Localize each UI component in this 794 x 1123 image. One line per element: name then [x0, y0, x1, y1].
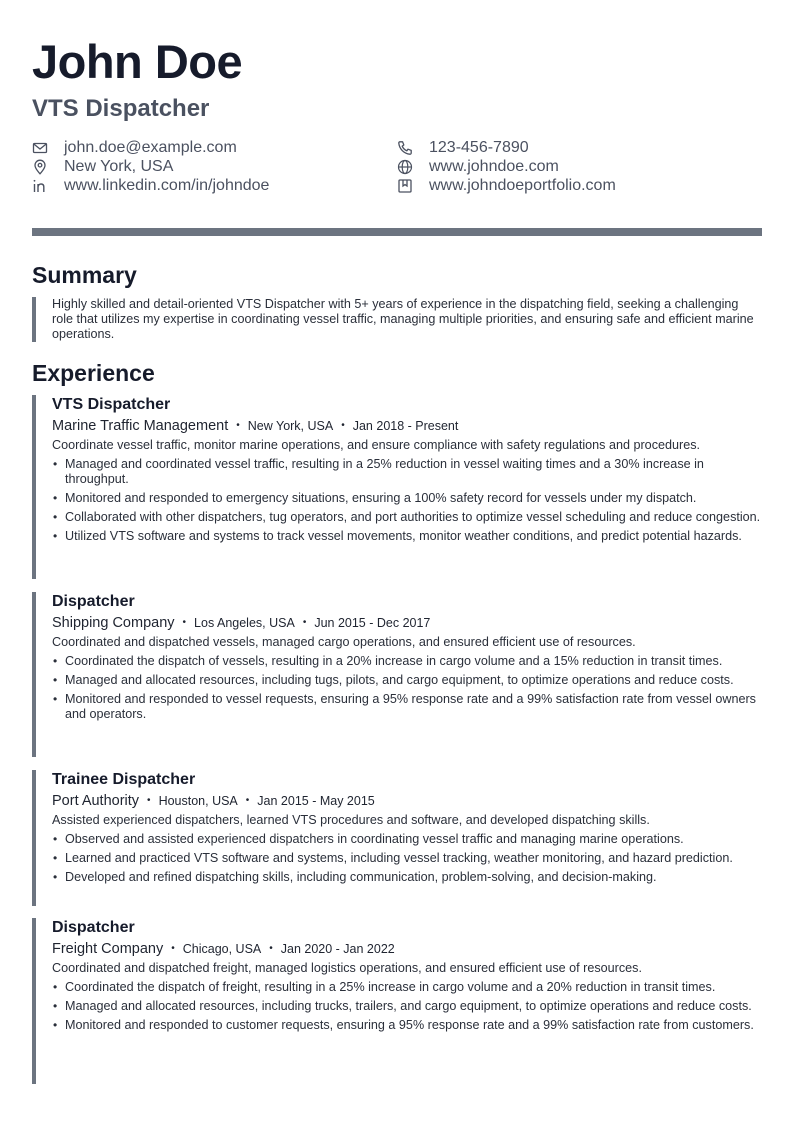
- job-dates: Jan 2020 - Jan 2022: [280, 942, 395, 956]
- job-meta: [52, 614, 762, 632]
- list-item: • Managed and coordinated vessel traffic, resulting in a 25% reduction in vessel waiting times and a 30% increase in throughput.: [52, 457, 762, 487]
- list-item: • Utilized VTS software and systems to track vessel movements, monitor weather conditions, and predict potential hazards.: [52, 529, 762, 544]
- job-location: Houston, USA: [158, 794, 238, 808]
- list-item: • Collaborated with other dispatchers, tug operators, and port authorities to optimize vessel scheduling and reduce congestion.: [52, 510, 762, 525]
- job-company: Marine Traffic Management: [52, 418, 229, 434]
- job-dates: Jan 2015 - May 2015: [257, 794, 375, 808]
- experience-entry: [32, 918, 762, 1084]
- experience-heading: Experience: [32, 360, 155, 386]
- job-meta: [52, 417, 762, 435]
- experience-entry: [32, 770, 762, 906]
- job-description: Coordinated and dispatched vessels, managed cargo operations, and ensured efficient use of resources.: [52, 635, 636, 649]
- job-achievements: [52, 832, 762, 885]
- job-dates: Jun 2015 - Dec 2017: [314, 616, 431, 630]
- job-meta: [52, 792, 762, 810]
- contact-website[interactable]: [397, 157, 559, 177]
- separator-dot: •: [341, 420, 345, 431]
- contact-location-text: New York, USA: [64, 158, 174, 175]
- phone-icon: [397, 140, 413, 156]
- contact-phone[interactable]: [397, 138, 529, 158]
- contact-portfolio-text: www.johndoeportfolio.com: [429, 177, 616, 194]
- contact-phone-text: 123-456-7890: [429, 139, 529, 156]
- job-achievements: [52, 654, 762, 722]
- globe-icon: [397, 159, 413, 175]
- map-pin-icon: [32, 159, 48, 175]
- list-item: • Managed and allocated resources, including tugs, pilots, and cargo equipment, to optimize operations and reduce costs.: [52, 673, 762, 688]
- list-item: • Managed and allocated resources, including trucks, trailers, and cargo equipment, to optimize operations and reduce costs.: [52, 999, 762, 1014]
- job-achievements: [52, 980, 762, 1033]
- list-item: • Observed and assisted experienced dispatchers in coordinating vessel traffic and managing marine operations.: [52, 832, 762, 847]
- job-title: Dispatcher: [52, 919, 135, 936]
- contact-linkedin-text: www.linkedin.com/in/johndoe: [64, 177, 270, 194]
- job-dates: Jan 2018 - Present: [352, 419, 459, 433]
- candidate-name: John Doe: [32, 35, 243, 88]
- job-title: Dispatcher: [52, 593, 135, 610]
- job-meta: [52, 940, 762, 958]
- list-item: • Developed and refined dispatching skills, including communication, problem-solving, and decision-making.: [52, 870, 762, 885]
- job-description: Coordinated and dispatched freight, managed logistics operations, and ensured efficient use of resources.: [52, 961, 642, 975]
- contact-linkedin[interactable]: [32, 176, 269, 196]
- list-item: • Coordinated the dispatch of freight, resulting in a 25% increase in cargo volume and a 20% reduction in transit times.: [52, 980, 762, 995]
- contact-location: [32, 157, 173, 177]
- separator-dot: •: [269, 943, 273, 954]
- job-title: VTS Dispatcher: [52, 396, 171, 413]
- contact-portfolio[interactable]: [397, 176, 616, 196]
- linkedin-icon: [32, 178, 48, 194]
- job-description: Coordinate vessel traffic, monitor marine operations, and ensure compliance with safety regulations and procedures.: [52, 438, 700, 452]
- job-title: Trainee Dispatcher: [52, 771, 196, 788]
- job-description: Assisted experienced dispatchers, learned VTS procedures and software, and developed dispatching skills.: [52, 813, 650, 827]
- separator-dot: •: [245, 795, 250, 806]
- job-location: Los Angeles, USA: [194, 616, 295, 630]
- separator-dot: •: [171, 943, 175, 954]
- list-item: • Learned and practiced VTS software and systems, including vessel tracking, weather monitoring, and hazard prediction.: [52, 851, 762, 866]
- contact-website-text: www.johndoe.com: [429, 158, 559, 175]
- contact-email[interactable]: [32, 138, 237, 158]
- job-achievements: [52, 457, 762, 544]
- list-item: • Monitored and responded to vessel requests, ensuring a 95% response rate and a 99% satisfaction rate from vessel owners and operators.: [52, 692, 762, 722]
- summary-heading: Summary: [32, 262, 137, 288]
- job-company: Freight Company: [52, 941, 164, 957]
- list-item: • Monitored and responded to customer requests, ensuring a 95% response rate and a 99% satisfaction rate from customers.: [52, 1018, 762, 1033]
- mail-icon: [32, 140, 48, 156]
- list-item: • Monitored and responded to emergency situations, ensuring a 100% safety record for vessels under my dispatch.: [52, 491, 762, 506]
- experience-entry: [32, 395, 762, 579]
- experience-entry: [32, 592, 762, 757]
- job-company: Port Authority: [52, 793, 140, 809]
- job-location: New York, USA: [247, 419, 334, 433]
- portfolio-icon: [397, 178, 413, 194]
- separator-dot: •: [302, 617, 307, 628]
- summary-text: Highly skilled and detail-oriented VTS Dispatcher with 5+ years of experience in the dispatching field, seeking a challenging role that utilizes my expertise in coordinating vessel traffic, managing multiple priorities, and ensuring safe and efficient marine operations.: [32, 297, 762, 342]
- separator-dot: •: [236, 420, 240, 431]
- separator-dot: •: [147, 795, 151, 806]
- contact-email-text: john.doe@example.com: [64, 139, 237, 156]
- list-item: • Coordinated the dispatch of vessels, resulting in a 20% increase in cargo volume and a 15% reduction in transit times.: [52, 654, 762, 669]
- header-divider: [32, 228, 762, 236]
- job-company: Shipping Company: [52, 615, 175, 631]
- candidate-role: VTS Dispatcher: [32, 95, 210, 122]
- job-location: Chicago, USA: [182, 942, 262, 956]
- separator-dot: •: [182, 617, 187, 628]
